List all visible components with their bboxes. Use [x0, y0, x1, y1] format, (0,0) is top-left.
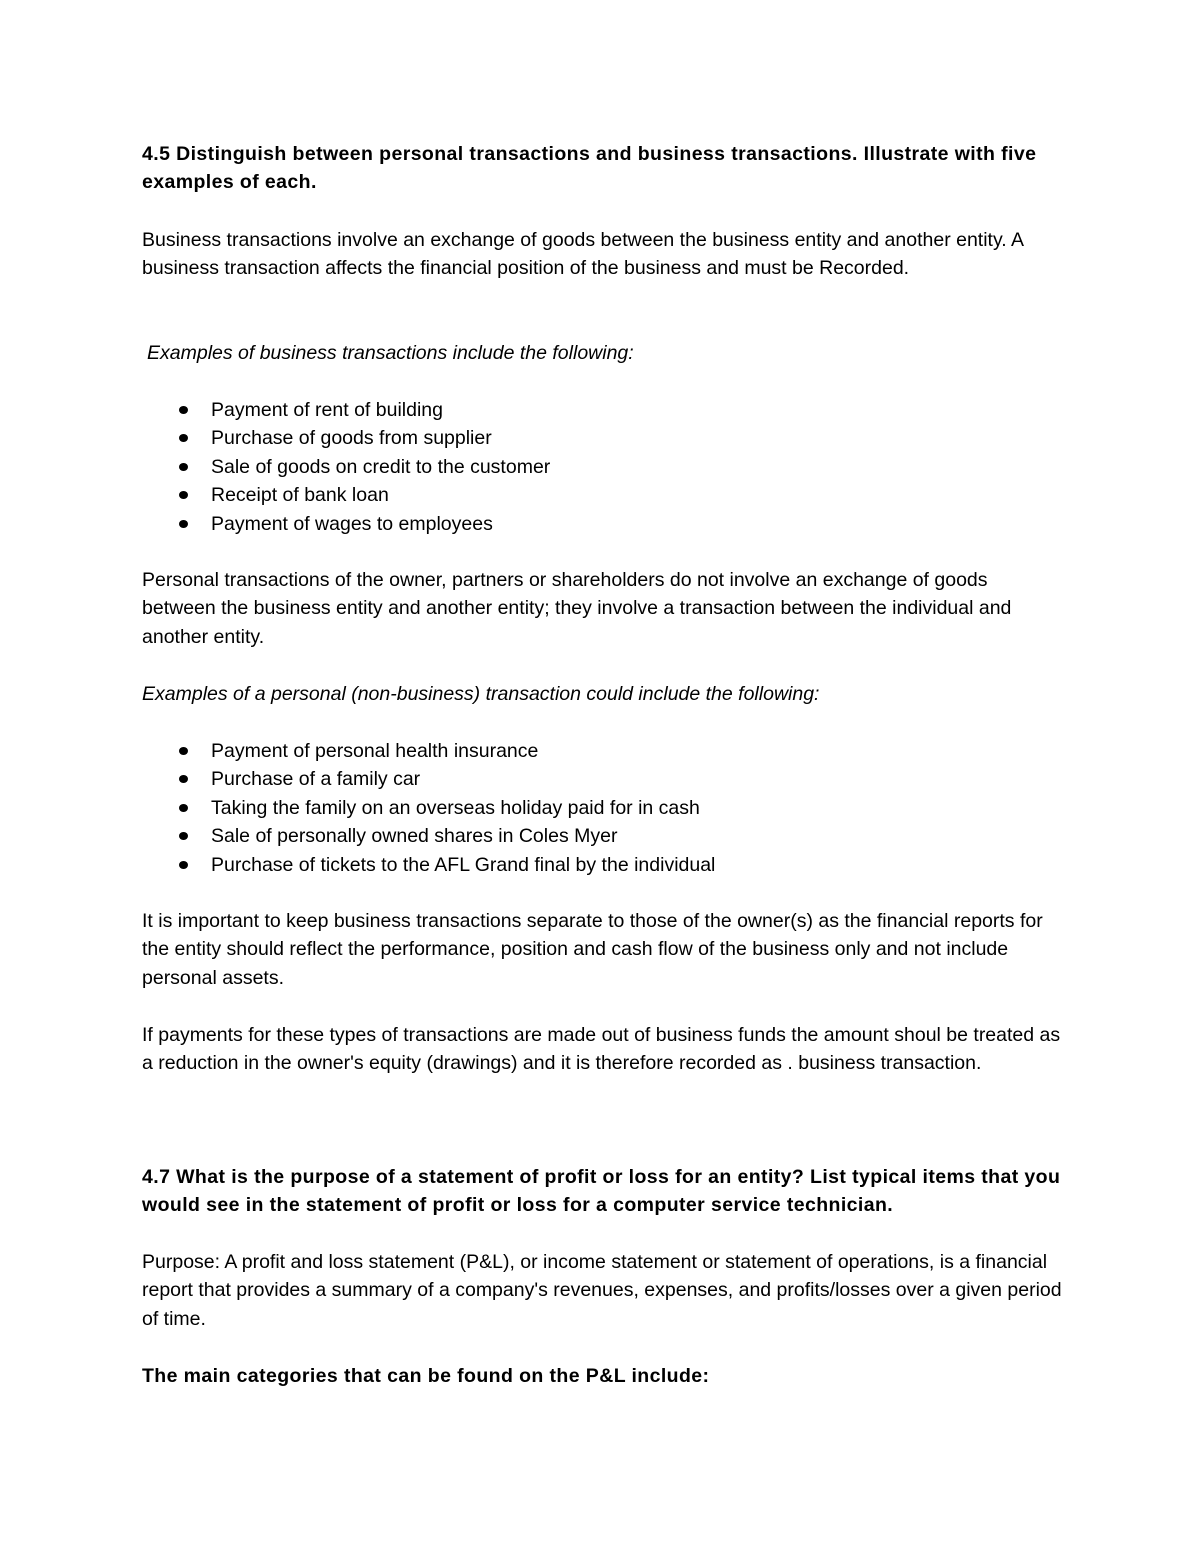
- list-item: Sale of personally owned shares in Coles Myer: [142, 822, 1062, 850]
- business-transactions-paragraph: Business transactions involve an exchange of goods between the business entity and another entity. A business transaction affects the financial position of the business and must be Recorded.: [142, 229, 1023, 280]
- categories-heading: The main categories that can be found on the P&L include:: [142, 1365, 710, 1387]
- bullet-icon: [179, 861, 188, 869]
- list-item: Taking the family on an overseas holiday paid for in cash: [142, 794, 1062, 822]
- bullet-icon: [179, 804, 188, 812]
- bullet-icon: [179, 520, 188, 528]
- list-item: Payment of wages to employees: [142, 510, 1062, 538]
- drawings-paragraph: If payments for these types of transactions are made out of business funds the amount shoul be treated as a reduction in the owner's equity (drawings) and it is therefore recorded as . business transaction.: [142, 1024, 1061, 1075]
- bullet-icon: [179, 434, 188, 442]
- bullet-icon: [179, 775, 188, 783]
- list-item: Receipt of bank loan: [142, 481, 1062, 509]
- section-4-5-heading: 4.5 Distinguish between personal transactions and business transactions. Illustrate with five examples of each.: [142, 143, 1037, 194]
- bullet-icon: [179, 463, 188, 471]
- section-4-7-heading: 4.7 What is the purpose of a statement of profit or loss for an entity? List typical items that you would see in the statement of profit or loss for a computer service technician.: [142, 1166, 1061, 1217]
- bullet-icon: [179, 491, 188, 499]
- bullet-icon: [179, 747, 188, 755]
- bullet-icon: [179, 832, 188, 840]
- list-item: Purchase of a family car: [142, 765, 1062, 793]
- business-examples-intro: Examples of business transactions include the following:: [147, 342, 634, 364]
- purpose-paragraph: Purpose: A profit and loss statement (P&L), or income statement or statement of operations, is a financial report that provides a summary of a company's revenues, expenses, and profits/losses over a given period of time.: [142, 1251, 1062, 1330]
- personal-examples-list: [142, 737, 1062, 879]
- list-item: Purchase of goods from supplier: [142, 424, 1062, 452]
- bullet-icon: [179, 406, 188, 414]
- list-item: Payment of personal health insurance: [142, 737, 1062, 765]
- list-item: Payment of rent of building: [142, 396, 1062, 424]
- list-item: Purchase of tickets to the AFL Grand final by the individual: [142, 851, 1062, 879]
- personal-transactions-paragraph: Personal transactions of the owner, partners or shareholders do not involve an exchange of goods between the business entity and another entity; they involve a transaction between the individual and another entity.: [142, 569, 1012, 648]
- separation-paragraph: It is important to keep business transactions separate to those of the owner(s) as the financial reports for the entity should reflect the performance, position and cash flow of the business only and not include personal assets.: [142, 910, 1043, 989]
- personal-examples-intro: Examples of a personal (non-business) transaction could include the following:: [142, 683, 820, 705]
- list-item: Sale of goods on credit to the customer: [142, 453, 1062, 481]
- business-examples-list: [142, 396, 1062, 538]
